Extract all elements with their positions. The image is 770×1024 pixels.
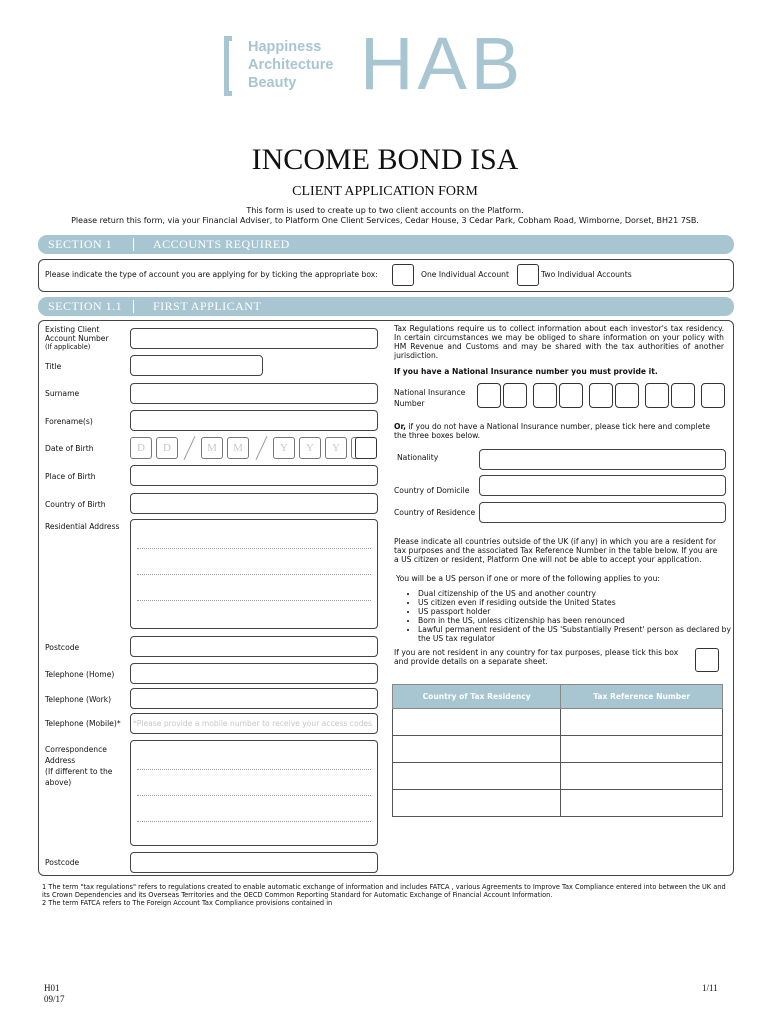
title-label: Title [45,362,62,371]
table-row [393,790,723,817]
correspondence-label-1: Correspondence [45,745,107,754]
no-ni-text [394,422,724,440]
existing-account-label-2: Account Number [45,333,109,343]
us-person-item: • US passport holder [418,607,736,616]
one-account-checkbox[interactable] [392,264,414,286]
residential-address-label: Residential Address [45,522,120,531]
intro-line-2: Please return this form, via your Financial Adviser, to Platform One Client Services, Cedar House, 3 Cedar Park, Cobham Road, Wimborne, Dorset, BH21 7SB. [71,216,699,225]
tel-home-label: Telephone (Home) [45,670,115,679]
dob-month-2[interactable]: M [227,437,249,459]
page-title: INCOME BOND ISA [251,143,519,176]
existing-account-input[interactable] [130,328,378,349]
address-line [137,574,371,575]
tax-reference-cell[interactable] [561,790,723,817]
ni-required-note: If you have a National Insurance number you must provide it. [394,367,658,376]
ni-label-2: Number [394,399,425,408]
us-person-list [392,589,736,643]
two-accounts-checkbox[interactable] [517,264,539,286]
account-type-prompt: Please indicate the type of account you are applying for by ticking the appropriate box: [45,270,378,279]
country-domicile-input[interactable] [479,475,726,496]
postcode2-label: Postcode [45,858,80,867]
tax-country-cell[interactable] [393,709,561,736]
section-divider [133,238,134,251]
title-input[interactable] [130,355,263,376]
two-accounts-label: Two Individual Accounts [541,270,632,279]
us-person-intro: You will be a US person if one or more of the following applies to you: [396,574,660,583]
ni-box-5[interactable] [589,383,613,408]
table-header-row [393,685,723,709]
address-line [137,600,371,601]
postcode2-input[interactable] [130,852,378,873]
surname-input[interactable] [130,383,378,404]
ni-label [394,387,465,409]
section-1-1-bar [38,297,734,316]
country-of-birth-input[interactable] [130,493,378,514]
address-line [137,795,371,796]
table-row [393,763,723,790]
col-tax-reference-number: Tax Reference Number [561,685,723,709]
footnote-2: 2 The term FATCA refers to The Foreign Account Tax Compliance provisions contained in [42,899,333,907]
form-code: H01 [44,983,60,993]
place-of-birth-input[interactable] [130,465,378,486]
one-account-label: One Individual Account [421,270,509,279]
surname-label: Surname [45,389,80,398]
country-of-birth-label: Country of Birth [45,500,106,509]
tax-reference-cell[interactable] [561,736,723,763]
correspondence-label-3: (If different to the [45,767,113,776]
section-1-1-number: SECTION 1.1 [48,299,123,313]
ni-box-7[interactable] [645,383,669,408]
existing-account-label-1: Existing Client [45,325,100,334]
ni-box-2[interactable] [503,383,527,408]
section-1-bar [38,235,734,254]
logo-tagline [248,38,333,92]
ni-box-8[interactable] [671,383,695,408]
place-of-birth-label: Place of Birth [45,472,96,481]
section-1-title: ACCOUNTS REQUIRED [153,237,290,251]
tel-work-label: Telephone (Work) [45,695,112,704]
country-domicile-label: Country of Domicile [394,486,470,495]
existing-account-label [45,326,109,351]
forenames-input[interactable] [130,410,378,431]
dob-day-2[interactable]: D [156,437,178,459]
tel-home-input[interactable] [130,663,378,684]
existing-account-note: (If applicable) [45,343,91,351]
form-date: 09/17 [44,994,65,1004]
section-1-number: SECTION 1 [48,237,113,251]
mobile-placeholder: *Please provide a mobile number to receive your access codes [133,719,373,728]
dob-month-1[interactable]: M [201,437,223,459]
address-line [137,821,371,822]
tax-reference-cell[interactable] [561,709,723,736]
us-person-item: • Born in the US, unless citizenship has been renounced [418,616,736,625]
ni-box-4[interactable] [559,383,583,408]
country-residence-input[interactable] [479,502,726,523]
forenames-label: Forename(s) [45,417,93,426]
no-ni-or: Or, [394,422,406,431]
correspondence-address-input[interactable] [130,740,378,846]
us-person-item: • Dual citizenship of the US and another country [418,589,736,598]
section-1-1-title: FIRST APPLICANT [153,299,262,313]
section-divider [133,300,134,313]
correspondence-label-2: Address [45,756,76,765]
tel-mobile-input[interactable] [130,713,378,734]
ni-box-9[interactable] [701,383,725,408]
logo-tagline-1: Happiness [248,39,322,55]
postcode-label: Postcode [45,643,80,652]
country-residence-label: Country of Residence [394,508,476,517]
tax-regulations-text: Tax Regulations require us to collect information about each investor's tax residency. In certain circumstances we may be obliged to share information on your policy with HM Revenue and Customs and may be shared with the tax authorities of another jurisdiction. [394,324,724,360]
tax-residency-table [392,684,723,817]
logo-mark: HAB [360,22,525,105]
postcode-input[interactable] [130,636,378,657]
us-person-item: • Lawful permanent resident of the US 'Substantially Present' person as declared by the US tax regulator [418,625,736,643]
correspondence-label-4: above) [45,778,72,787]
logo-bracket-left [224,36,232,96]
table-row [393,736,723,763]
logo-tagline-3: Beauty [248,75,297,91]
correspondence-label [45,744,112,788]
us-person-item: • US citizen even if residing outside the United States [418,598,736,607]
intro-line-1: This form is used to create up to two client accounts on the Platform. [246,206,524,215]
no-ni-checkbox[interactable] [355,437,377,459]
no-ni-instructions: if you do not have a National Insurance number, please tick here and complete the three boxes below. [394,422,711,440]
tel-work-input[interactable] [130,688,378,709]
not-resident-text: If you are not resident in any country for tax purposes, please tick this box and provide details on a separate sheet. [394,648,679,666]
dob-year-1[interactable]: Y [273,437,295,459]
not-resident-checkbox[interactable] [695,648,719,672]
table-row [393,709,723,736]
dob-year-3[interactable]: Y [325,437,347,459]
tax-country-cell[interactable] [393,736,561,763]
dob-day-1[interactable]: D [130,437,152,459]
dob-year-2[interactable]: Y [299,437,321,459]
logo [224,22,560,105]
logo-tagline-2: Architecture [248,57,334,73]
countries-instructions: Please indicate all countries outside of the UK (if any) in which you are a resident for tax purposes and the associated Tax Reference Number in the table below. If you are a US citizen or resident, Platform One will not be able to accept your application. [394,537,718,564]
col-country-of-tax-residency: Country of Tax Residency [393,685,561,709]
nationality-label: Nationality [397,453,439,462]
tax-reference-cell[interactable] [561,763,723,790]
ni-box-1[interactable] [477,383,501,408]
nationality-input[interactable] [479,449,726,470]
tax-country-cell[interactable] [393,763,561,790]
page-number: 1/11 [702,983,718,993]
ni-box-6[interactable] [615,383,639,408]
tel-mobile-label: Telephone (Mobile)* [45,719,121,728]
ni-label-1: National Insurance [394,388,466,397]
address-line [137,548,371,549]
page-subtitle: CLIENT APPLICATION FORM [292,184,478,199]
footnote-1: 1 The term "tax regulations" refers to regulations created to enable automatic exchange of information and includes FATCA , various Agreements to Improve Tax Compliance entered into between the UK and its Crown Dependencies and its Overseas Territories and the OECD Common Reporting Standard for Automatic Exchange of Financial Account Information. [42,883,726,899]
ni-box-3[interactable] [533,383,557,408]
address-line [137,769,371,770]
tax-country-cell[interactable] [393,790,561,817]
dob-label: Date of Birth [45,444,94,453]
